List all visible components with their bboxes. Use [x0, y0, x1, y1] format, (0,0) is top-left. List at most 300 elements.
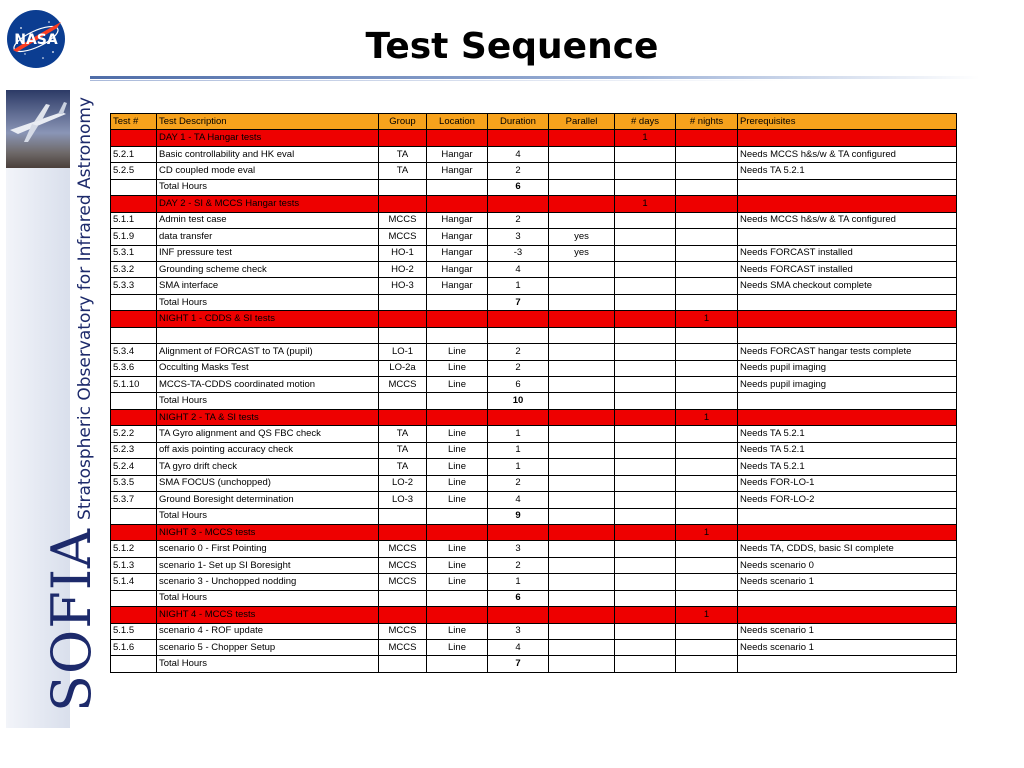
cell-test-description: NIGHT 4 - MCCS tests	[157, 607, 379, 623]
cell-prerequisites: Needs TA 5.2.1	[738, 163, 957, 179]
cell-duration: 2	[488, 475, 549, 491]
section-row	[111, 196, 957, 212]
cell-test-number: 5.3.6	[111, 360, 157, 376]
cell-prerequisites: Needs pupil imaging	[738, 360, 957, 376]
cell-location: Line	[427, 377, 488, 393]
cell-test-number: 5.2.4	[111, 459, 157, 475]
cell-duration: 1	[488, 574, 549, 590]
brand-tagline: Stratospheric Observatory for Infrared Astronomy	[75, 96, 95, 520]
cell-days	[615, 640, 676, 656]
cell-parallel: yes	[549, 245, 615, 261]
cell-location	[427, 393, 488, 409]
cell-parallel	[549, 656, 615, 672]
cell-parallel	[549, 377, 615, 393]
cell-duration	[488, 409, 549, 425]
table-row	[111, 229, 957, 245]
cell-test-number: 5.1.2	[111, 541, 157, 557]
cell-duration: 2	[488, 344, 549, 360]
cell-location: Hangar	[427, 229, 488, 245]
cell-nights	[676, 426, 738, 442]
table-row	[111, 475, 957, 491]
cell-location	[427, 508, 488, 524]
cell-group	[379, 179, 427, 195]
cell-group: TA	[379, 146, 427, 162]
table-row	[111, 623, 957, 639]
cell-parallel	[549, 442, 615, 458]
cell-test-number: 5.1.5	[111, 623, 157, 639]
cell-duration	[488, 311, 549, 327]
cell-location: Hangar	[427, 261, 488, 277]
cell-test-description: scenario 3 - Unchopped nodding	[157, 574, 379, 590]
cell-nights	[676, 294, 738, 310]
header-test-description: Test Description	[157, 114, 379, 130]
table-row	[111, 360, 957, 376]
cell-test-number: 5.1.4	[111, 574, 157, 590]
cell-days	[615, 557, 676, 573]
table-row	[111, 541, 957, 557]
cell-test-number	[111, 179, 157, 195]
cell-prerequisites: Needs MCCS h&s/w & TA configured	[738, 212, 957, 228]
cell-group	[379, 590, 427, 606]
cell-test-number: 5.1.1	[111, 212, 157, 228]
total-row	[111, 294, 957, 310]
cell-location: Line	[427, 344, 488, 360]
table-row	[111, 377, 957, 393]
cell-group: HO-1	[379, 245, 427, 261]
cell-prerequisites: Needs pupil imaging	[738, 377, 957, 393]
cell-prerequisites: Needs TA 5.2.1	[738, 426, 957, 442]
cell-duration: 1	[488, 426, 549, 442]
cell-group: LO-1	[379, 344, 427, 360]
cell-test-number	[111, 130, 157, 146]
cell-days	[615, 459, 676, 475]
cell-test-description: SMA FOCUS (unchopped)	[157, 475, 379, 491]
cell-duration: 6	[488, 377, 549, 393]
cell-group: MCCS	[379, 229, 427, 245]
cell-location: Line	[427, 360, 488, 376]
cell-test-description: scenario 4 - ROF update	[157, 623, 379, 639]
cell-nights	[676, 344, 738, 360]
header-group: Group	[379, 114, 427, 130]
cell-location: Line	[427, 640, 488, 656]
cell-days	[615, 475, 676, 491]
cell-group: MCCS	[379, 541, 427, 557]
cell-nights: 1	[676, 607, 738, 623]
cell-days	[615, 393, 676, 409]
cell-parallel	[549, 311, 615, 327]
cell-parallel	[549, 541, 615, 557]
cell-location	[427, 179, 488, 195]
header-duration: Duration	[488, 114, 549, 130]
cell-nights	[676, 179, 738, 195]
cell-prerequisites	[738, 196, 957, 212]
cell-group: TA	[379, 442, 427, 458]
cell-duration: 2	[488, 557, 549, 573]
cell-prerequisites: Needs TA 5.2.1	[738, 459, 957, 475]
cell-duration: 4	[488, 640, 549, 656]
cell-group: LO-2a	[379, 360, 427, 376]
cell-duration: -3	[488, 245, 549, 261]
cell-parallel	[549, 130, 615, 146]
cell-test-description: Occulting Masks Test	[157, 360, 379, 376]
cell-group	[379, 393, 427, 409]
cell-parallel	[549, 344, 615, 360]
cell-days	[615, 163, 676, 179]
total-row	[111, 508, 957, 524]
cell-group: MCCS	[379, 574, 427, 590]
header-prerequisites: Prerequisites	[738, 114, 957, 130]
cell-group	[379, 607, 427, 623]
cell-test-description: TA Gyro alignment and QS FBC check	[157, 426, 379, 442]
cell-test-number	[111, 607, 157, 623]
cell-prerequisites	[738, 393, 957, 409]
cell-test-description: DAY 2 - SI & MCCS Hangar tests	[157, 196, 379, 212]
cell-prerequisites	[738, 179, 957, 195]
cell-duration: 1	[488, 278, 549, 294]
title-underline	[90, 76, 980, 79]
cell-test-number	[111, 294, 157, 310]
cell-prerequisites	[738, 524, 957, 540]
cell-parallel	[549, 574, 615, 590]
spacer-row	[111, 327, 957, 343]
cell-group	[379, 130, 427, 146]
cell-duration: 7	[488, 294, 549, 310]
cell-test-description: Basic controllability and HK eval	[157, 146, 379, 162]
cell-prerequisites	[738, 656, 957, 672]
cell-test-description	[157, 327, 379, 343]
cell-group	[379, 294, 427, 310]
cell-test-number: 5.3.5	[111, 475, 157, 491]
cell-test-number	[111, 311, 157, 327]
cell-test-description: TA gyro drift check	[157, 459, 379, 475]
cell-group: MCCS	[379, 640, 427, 656]
cell-days	[615, 590, 676, 606]
cell-prerequisites	[738, 607, 957, 623]
cell-duration: 4	[488, 492, 549, 508]
cell-parallel	[549, 327, 615, 343]
cell-location: Hangar	[427, 212, 488, 228]
cell-nights: 1	[676, 409, 738, 425]
cell-days	[615, 656, 676, 672]
cell-nights	[676, 377, 738, 393]
cell-test-description: Admin test case	[157, 212, 379, 228]
cell-test-description: Ground Boresight determination	[157, 492, 379, 508]
cell-prerequisites: Needs TA, CDDS, basic SI complete	[738, 541, 957, 557]
cell-prerequisites: Needs SMA checkout complete	[738, 278, 957, 294]
cell-parallel	[549, 524, 615, 540]
cell-group	[379, 409, 427, 425]
cell-parallel	[549, 409, 615, 425]
cell-parallel	[549, 623, 615, 639]
title-underline-thin	[90, 80, 790, 81]
cell-location: Line	[427, 541, 488, 557]
cell-days	[615, 278, 676, 294]
cell-test-number	[111, 393, 157, 409]
cell-parallel: yes	[549, 229, 615, 245]
cell-parallel	[549, 475, 615, 491]
cell-prerequisites	[738, 590, 957, 606]
cell-nights	[676, 327, 738, 343]
cell-prerequisites: Needs FORCAST hangar tests complete	[738, 344, 957, 360]
cell-location: Line	[427, 574, 488, 590]
header-days: # days	[615, 114, 676, 130]
cell-nights	[676, 459, 738, 475]
cell-nights	[676, 130, 738, 146]
cell-prerequisites: Needs MCCS h&s/w & TA configured	[738, 146, 957, 162]
cell-nights	[676, 393, 738, 409]
cell-group: TA	[379, 163, 427, 179]
cell-test-number: 5.1.6	[111, 640, 157, 656]
cell-parallel	[549, 179, 615, 195]
cell-nights	[676, 261, 738, 277]
cell-days	[615, 442, 676, 458]
cell-test-description: data transfer	[157, 229, 379, 245]
cell-duration: 9	[488, 508, 549, 524]
cell-group: MCCS	[379, 377, 427, 393]
cell-duration: 2	[488, 212, 549, 228]
table-row	[111, 426, 957, 442]
cell-test-number: 5.3.7	[111, 492, 157, 508]
cell-test-description: Total Hours	[157, 294, 379, 310]
table-row	[111, 442, 957, 458]
cell-test-number: 5.2.5	[111, 163, 157, 179]
cell-location: Hangar	[427, 278, 488, 294]
table-row	[111, 344, 957, 360]
table-row	[111, 278, 957, 294]
section-row	[111, 130, 957, 146]
cell-nights	[676, 196, 738, 212]
cell-days	[615, 574, 676, 590]
cell-duration: 6	[488, 179, 549, 195]
cell-parallel	[549, 492, 615, 508]
cell-duration: 7	[488, 656, 549, 672]
cell-nights	[676, 278, 738, 294]
sofia-branding	[40, 97, 103, 712]
cell-duration: 3	[488, 623, 549, 639]
cell-location	[427, 327, 488, 343]
cell-parallel	[549, 212, 615, 228]
header-nights: # nights	[676, 114, 738, 130]
cell-prerequisites: Needs FORCAST installed	[738, 245, 957, 261]
cell-location	[427, 130, 488, 146]
cell-duration	[488, 327, 549, 343]
cell-test-number	[111, 327, 157, 343]
cell-duration: 6	[488, 590, 549, 606]
cell-prerequisites: Needs scenario 0	[738, 557, 957, 573]
cell-prerequisites	[738, 294, 957, 310]
cell-test-number: 5.2.2	[111, 426, 157, 442]
cell-prerequisites	[738, 508, 957, 524]
cell-prerequisites	[738, 327, 957, 343]
cell-test-description: Total Hours	[157, 179, 379, 195]
cell-duration	[488, 607, 549, 623]
cell-days	[615, 492, 676, 508]
cell-parallel	[549, 261, 615, 277]
cell-group: MCCS	[379, 557, 427, 573]
cell-parallel	[549, 508, 615, 524]
cell-test-description: MCCS-TA-CDDS coordinated motion	[157, 377, 379, 393]
table-row	[111, 574, 957, 590]
cell-days	[615, 212, 676, 228]
cell-nights	[676, 163, 738, 179]
cell-days	[615, 245, 676, 261]
cell-nights	[676, 640, 738, 656]
table-row	[111, 459, 957, 475]
cell-parallel	[549, 459, 615, 475]
cell-location: Line	[427, 557, 488, 573]
cell-group	[379, 508, 427, 524]
cell-parallel	[549, 196, 615, 212]
table-row	[111, 492, 957, 508]
cell-test-description: NIGHT 1 - CDDS & SI tests	[157, 311, 379, 327]
table-row	[111, 245, 957, 261]
cell-test-description: scenario 1- Set up SI Boresight	[157, 557, 379, 573]
cell-test-description: INF pressure test	[157, 245, 379, 261]
cell-duration: 10	[488, 393, 549, 409]
cell-prerequisites: Needs TA 5.2.1	[738, 442, 957, 458]
total-row	[111, 656, 957, 672]
cell-test-description: DAY 1 - TA Hangar tests	[157, 130, 379, 146]
section-row	[111, 524, 957, 540]
cell-test-description: Total Hours	[157, 656, 379, 672]
cell-test-description: scenario 0 - First Pointing	[157, 541, 379, 557]
cell-test-number	[111, 409, 157, 425]
cell-prerequisites: Needs FOR-LO-1	[738, 475, 957, 491]
cell-test-number: 5.1.3	[111, 557, 157, 573]
cell-location: Hangar	[427, 245, 488, 261]
cell-group	[379, 327, 427, 343]
cell-nights: 1	[676, 311, 738, 327]
cell-prerequisites	[738, 409, 957, 425]
header-row	[111, 114, 957, 130]
cell-days	[615, 541, 676, 557]
cell-duration: 4	[488, 146, 549, 162]
cell-duration	[488, 196, 549, 212]
cell-nights	[676, 590, 738, 606]
cell-test-number: 5.3.2	[111, 261, 157, 277]
cell-group: LO-2	[379, 475, 427, 491]
cell-location	[427, 524, 488, 540]
cell-days	[615, 327, 676, 343]
cell-parallel	[549, 294, 615, 310]
cell-days	[615, 623, 676, 639]
cell-test-description: Grounding scheme check	[157, 261, 379, 277]
cell-nights	[676, 557, 738, 573]
cell-nights	[676, 492, 738, 508]
cell-parallel	[549, 590, 615, 606]
cell-location	[427, 196, 488, 212]
cell-nights	[676, 360, 738, 376]
cell-test-description: NIGHT 2 - TA & SI tests	[157, 409, 379, 425]
cell-nights	[676, 146, 738, 162]
cell-location	[427, 607, 488, 623]
cell-test-number	[111, 656, 157, 672]
table-row	[111, 212, 957, 228]
cell-days	[615, 229, 676, 245]
cell-prerequisites	[738, 130, 957, 146]
cell-group: MCCS	[379, 212, 427, 228]
cell-group: MCCS	[379, 623, 427, 639]
cell-duration: 1	[488, 459, 549, 475]
cell-parallel	[549, 607, 615, 623]
cell-test-number: 5.1.9	[111, 229, 157, 245]
cell-days	[615, 377, 676, 393]
total-row	[111, 393, 957, 409]
cell-duration: 4	[488, 261, 549, 277]
cell-days	[615, 360, 676, 376]
cell-test-description: scenario 5 - Chopper Setup	[157, 640, 379, 656]
cell-test-number: 5.3.1	[111, 245, 157, 261]
cell-group: TA	[379, 426, 427, 442]
cell-group	[379, 524, 427, 540]
cell-test-description: Alignment of FORCAST to TA (pupil)	[157, 344, 379, 360]
page-title: Test Sequence	[365, 26, 659, 67]
cell-duration: 2	[488, 163, 549, 179]
cell-test-number: 5.2.3	[111, 442, 157, 458]
table-header	[111, 114, 957, 130]
table-row	[111, 640, 957, 656]
cell-nights	[676, 656, 738, 672]
cell-test-number	[111, 590, 157, 606]
cell-nights	[676, 212, 738, 228]
cell-days	[615, 508, 676, 524]
cell-test-number: 5.3.3	[111, 278, 157, 294]
cell-parallel	[549, 163, 615, 179]
cell-prerequisites: Needs scenario 1	[738, 574, 957, 590]
cell-location: Hangar	[427, 163, 488, 179]
cell-nights	[676, 229, 738, 245]
cell-days	[615, 607, 676, 623]
cell-duration: 3	[488, 541, 549, 557]
cell-nights	[676, 442, 738, 458]
cell-parallel	[549, 360, 615, 376]
header-test-number: Test #	[111, 114, 157, 130]
table-row	[111, 557, 957, 573]
cell-prerequisites	[738, 311, 957, 327]
cell-test-number: 5.2.1	[111, 146, 157, 162]
cell-duration	[488, 130, 549, 146]
header-location: Location	[427, 114, 488, 130]
section-row	[111, 311, 957, 327]
cell-duration: 3	[488, 229, 549, 245]
brand-name: SOFIA	[40, 527, 103, 712]
cell-location: Hangar	[427, 146, 488, 162]
cell-parallel	[549, 278, 615, 294]
total-row	[111, 179, 957, 195]
table-row	[111, 261, 957, 277]
cell-prerequisites: Needs FOR-LO-2	[738, 492, 957, 508]
cell-location: Line	[427, 475, 488, 491]
cell-parallel	[549, 426, 615, 442]
cell-prerequisites: Needs FORCAST installed	[738, 261, 957, 277]
cell-group	[379, 196, 427, 212]
cell-location: Line	[427, 442, 488, 458]
section-row	[111, 607, 957, 623]
cell-nights	[676, 245, 738, 261]
cell-location	[427, 590, 488, 606]
cell-parallel	[549, 146, 615, 162]
cell-days	[615, 524, 676, 540]
cell-days: 1	[615, 196, 676, 212]
cell-location	[427, 311, 488, 327]
cell-nights	[676, 541, 738, 557]
cell-days	[615, 294, 676, 310]
cell-days	[615, 146, 676, 162]
cell-prerequisites: Needs scenario 1	[738, 623, 957, 639]
table-row	[111, 146, 957, 162]
cell-test-description: SMA interface	[157, 278, 379, 294]
cell-nights	[676, 475, 738, 491]
